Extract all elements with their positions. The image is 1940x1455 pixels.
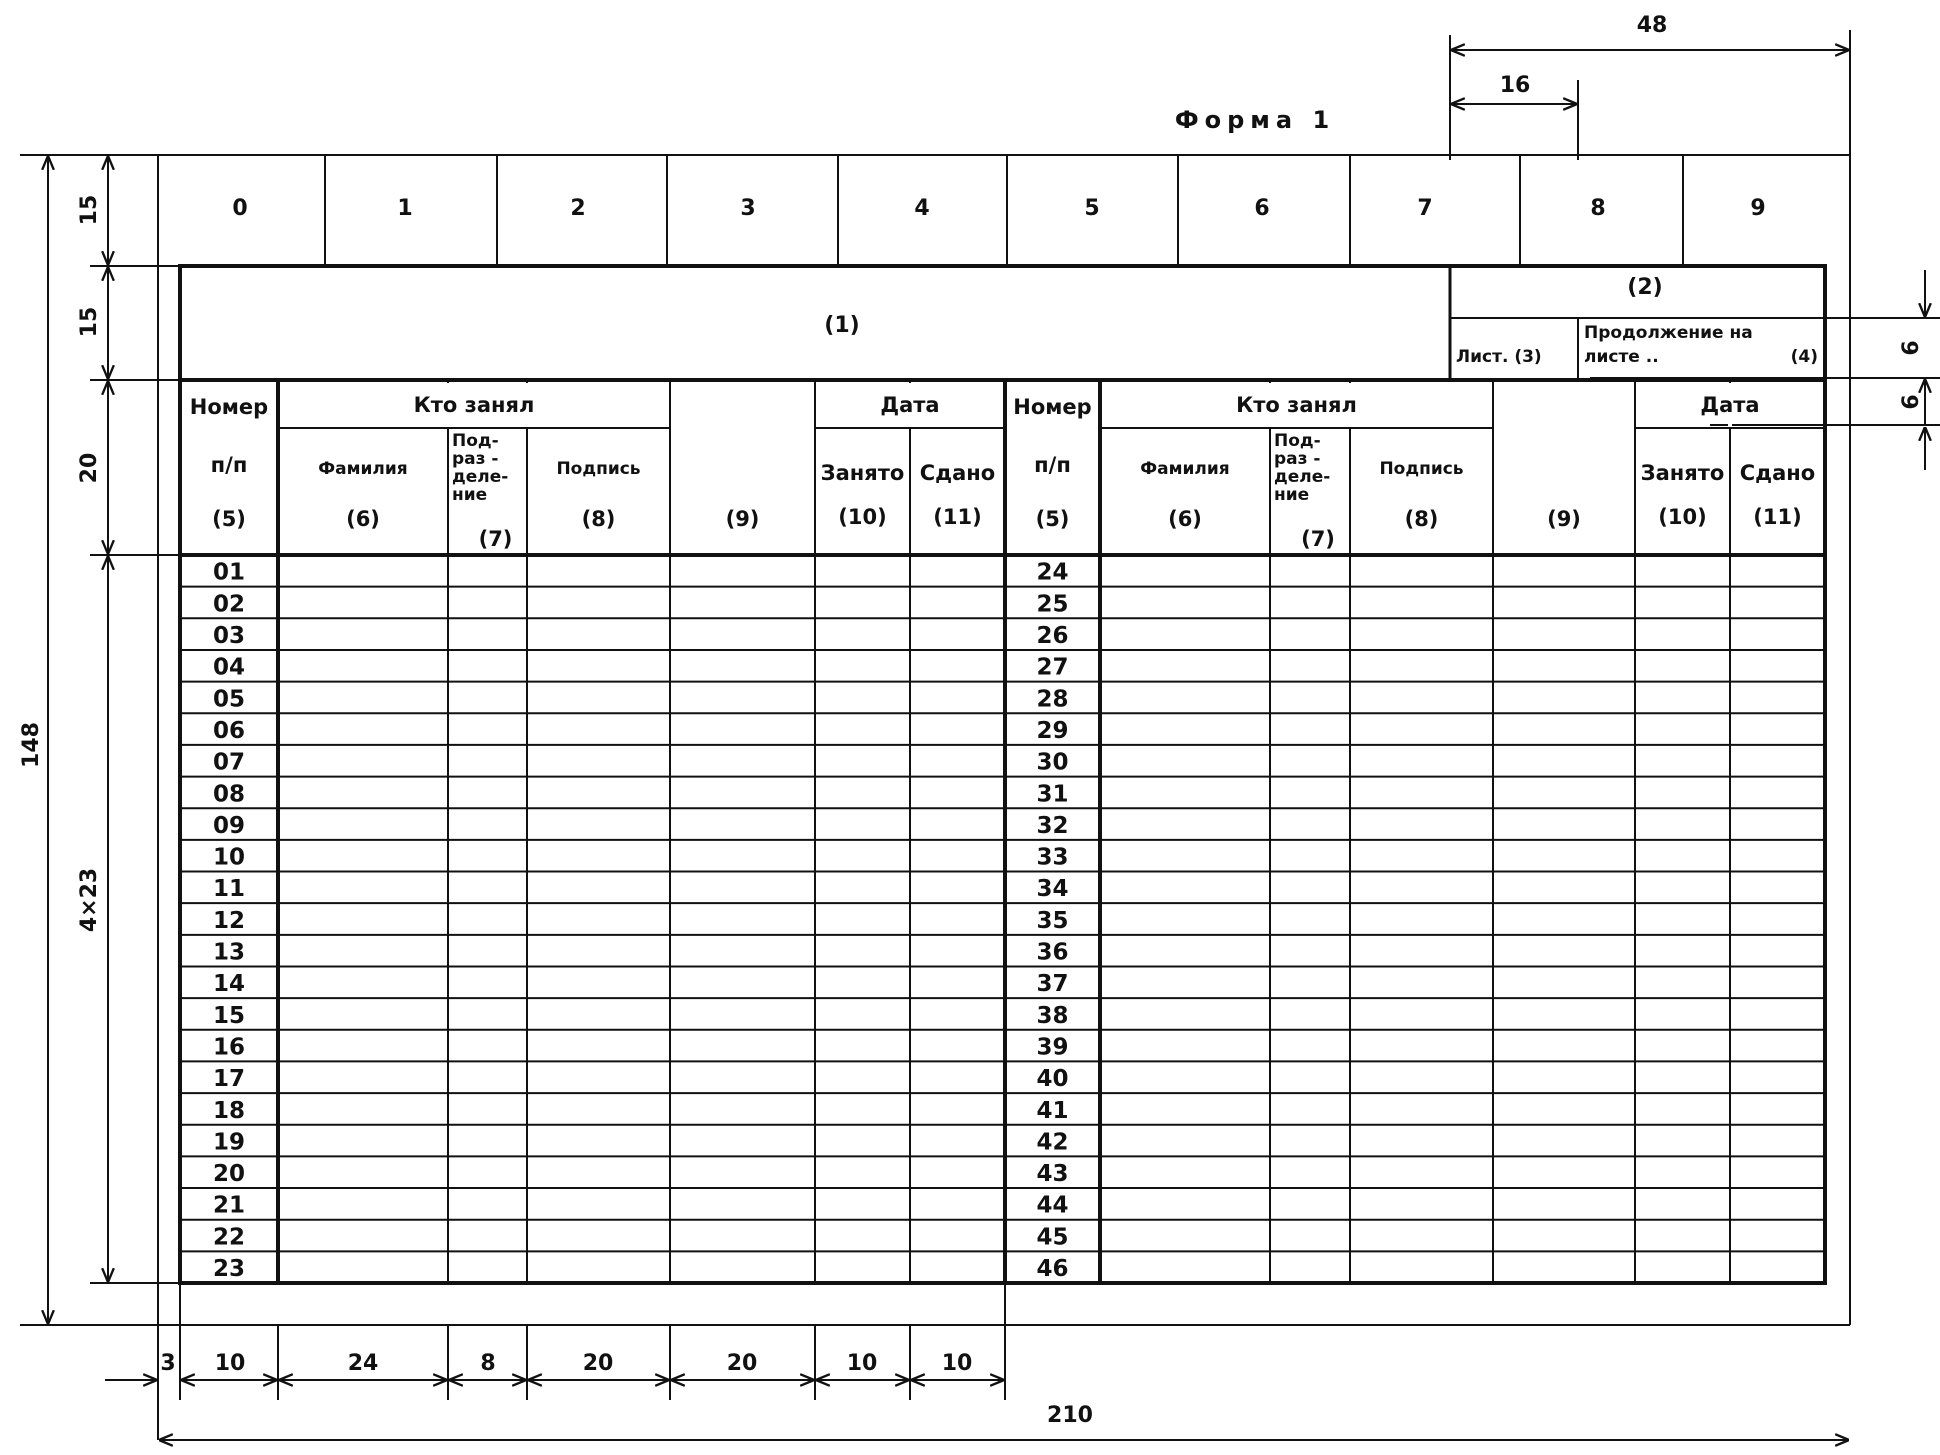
row-number: 23 [212,1256,246,1283]
header-taken: Занято [820,461,905,485]
row-numbers [213,560,1069,1282]
header-number: Номер [1013,395,1092,419]
dim-15-top: 15 [77,194,102,226]
index-labels [232,196,1765,221]
row-number: 10 [212,844,246,871]
index-cell-6: 6 [1254,196,1270,221]
index-cell-9: 9 [1750,196,1766,221]
row-number: 38 [1036,1002,1069,1029]
dim-4x23: 4×23 [77,867,102,933]
header-surname: Фамилия [1140,459,1230,479]
header-division-line: Под- [1274,431,1321,451]
bottom-dim-5: 20 [726,1351,758,1376]
index-cell-0: 0 [232,196,248,221]
header-who: Кто занял [1236,393,1357,417]
form-title: Форма 1 [1174,106,1336,134]
main-frame [180,266,1825,1283]
row-number: 24 [1036,559,1069,586]
row-number: 21 [212,1192,246,1219]
continuation-num: (4) [1790,347,1818,367]
bottom-dim-2: 24 [347,1351,379,1376]
row-number: 07 [212,749,246,776]
bottom-dim-7: 10 [941,1351,973,1376]
index-cell-8: 8 [1590,196,1606,221]
index-cell-3: 3 [740,196,756,221]
row-number: 03 [212,622,246,649]
table-header [190,393,1815,551]
row-number: 36 [1036,939,1069,966]
row-number: 28 [1036,686,1069,713]
header-colnum-6: (6) [346,507,380,531]
header-pp: п/п [1034,453,1071,477]
title-field: (1) [824,313,860,338]
row-number: 45 [1036,1224,1069,1251]
row-number: 12 [212,907,246,934]
header-division-line: ние [1274,485,1310,505]
header-colnum-7: (7) [1301,527,1335,551]
row-number: 44 [1036,1192,1069,1219]
header-date: Дата [1700,393,1760,417]
row-number: 09 [212,812,246,839]
row-number: 32 [1036,812,1069,839]
row-number: 17 [212,1066,246,1093]
header-returned: Сдано [1739,461,1816,485]
row-number: 43 [1036,1161,1069,1188]
row-number: 26 [1036,622,1069,649]
header-colnum-6: (6) [1168,507,1202,531]
row-number: 33 [1036,844,1069,871]
header-colnum-11: (11) [933,505,982,529]
header-colnum-7: (7) [478,527,513,551]
dim-210: 210 [1047,1403,1093,1428]
index-cell-1: 1 [397,196,413,221]
row-number: 37 [1036,971,1069,998]
bottom-dim-4: 20 [582,1351,614,1376]
row-number: 11 [212,876,246,903]
row-number: 39 [1036,1034,1069,1061]
row-number: 22 [212,1224,246,1251]
row-number: 34 [1036,876,1069,903]
header-division-line: Под- [452,431,499,451]
dim-16: 16 [1499,73,1531,98]
row-number: 02 [212,591,246,618]
header-division-line: ние [452,485,488,505]
row-number: 42 [1036,1129,1069,1156]
row-number: 01 [212,559,246,586]
row-number: 41 [1036,1097,1069,1124]
dim-6-a: 6 [1899,340,1924,356]
dim-20-header: 20 [77,452,102,484]
header-colnum-8: (8) [581,507,616,531]
index-cell-2: 2 [570,196,586,221]
row-number: 29 [1036,717,1069,744]
index-cell-7: 7 [1417,196,1433,221]
sheet-field: Лист. (3) [1456,347,1542,367]
header-colnum-9: (9) [1547,507,1581,531]
continuation-line1: Продолжение на [1584,323,1753,343]
header-colnum-8: (8) [1404,507,1439,531]
header-who: Кто занял [413,393,535,417]
row-number: 05 [212,686,246,713]
header-colnum-10: (10) [1658,505,1707,529]
row-number: 25 [1036,591,1069,618]
bottom-dim-6: 10 [846,1351,878,1376]
header-date: Дата [880,393,940,417]
bottom-dim-0: 3 [160,1351,176,1376]
row-number: 04 [212,654,246,681]
header-surname: Фамилия [318,459,408,479]
header-division-line: деле- [452,467,509,487]
header-division-line: раз - [1274,449,1321,469]
row-number: 40 [1036,1066,1069,1093]
row-number: 14 [212,971,246,998]
dim-148: 148 [19,722,44,768]
header-colnum-9: (9) [725,507,760,531]
index-cell-5: 5 [1084,196,1100,221]
header-division-line: деле- [1274,467,1331,487]
right-dimensions [1590,270,1940,470]
header-colnum-11: (11) [1753,505,1802,529]
row-number: 35 [1036,907,1069,934]
continuation-line2: листе .. [1584,347,1659,367]
bottom-labels [160,1351,972,1376]
header-pp: п/п [210,453,248,477]
row-number: 13 [212,939,246,966]
header-colnum-5: (5) [1035,507,1070,531]
header-colnum-10: (10) [838,505,887,529]
bottom-dim-3: 8 [480,1351,496,1376]
row-number: 18 [212,1097,246,1124]
header-number: Номер [189,395,269,419]
header-taken: Занято [1640,461,1725,485]
header-returned: Сдано [919,461,996,485]
dim-48: 48 [1636,13,1668,38]
row-number: 19 [212,1129,246,1156]
dim-15-title: 15 [77,306,102,338]
row-number: 46 [1036,1256,1069,1283]
index-cell-4: 4 [914,196,930,221]
bottom-dim-1: 10 [214,1351,246,1376]
header-signature: Подпись [1379,459,1464,479]
header-signature: Подпись [556,459,641,479]
row-number: 31 [1036,781,1069,808]
row-number: 20 [212,1161,246,1188]
index-row [325,155,1683,266]
field-2: (2) [1627,275,1663,300]
row-number: 30 [1036,749,1069,776]
row-number: 06 [212,717,246,744]
dim-6-b: 6 [1899,394,1924,410]
row-number: 15 [212,1002,246,1029]
bottom-dimensions [105,1325,1848,1440]
header-colnum-5: (5) [212,507,246,531]
row-number: 08 [212,781,246,808]
header-division-line: раз - [452,449,499,469]
row-number: 16 [212,1034,246,1061]
row-number: 27 [1036,654,1069,681]
